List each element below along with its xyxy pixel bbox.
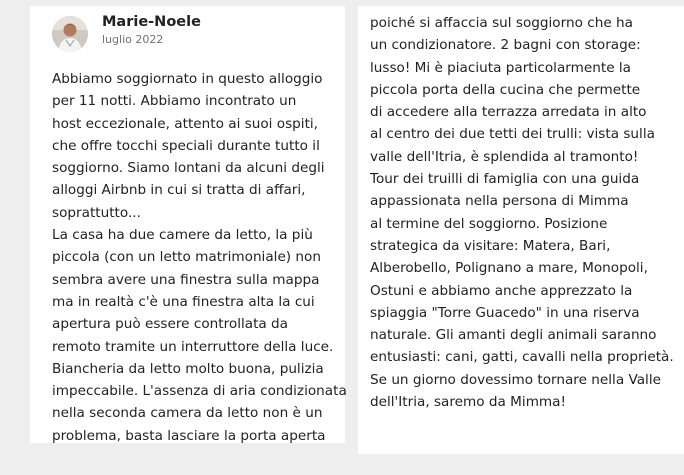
review-author <box>102 14 201 46</box>
review-card-left <box>30 6 345 443</box>
review-text-line: al centro dei due tetti dei trulli: vista sulla <box>370 126 655 143</box>
review-text-line: problema, basta lasciare la porta aperta <box>52 427 326 444</box>
review-text-line: dell'Itria, saremo da Mimma! <box>370 394 566 411</box>
review-text-line: che offre tocchi speciali durante tutto il <box>52 137 320 154</box>
review-text-line: naturale. Gli amanti degli animali saranno <box>370 327 657 344</box>
review-text-line: Alberobello, Polignano a mare, Monopoli, <box>370 260 648 277</box>
review-text-line: per 11 notti. Abbiamo incontrato un <box>52 93 297 110</box>
review-text-line: Se un giorno dovessimo tornare nella Valle <box>370 371 661 388</box>
review-text-right <box>370 12 684 413</box>
review-text-line: entusiasti: cani, gatti, cavalli nella proprietà. <box>370 349 674 366</box>
review-text-line: Ostuni e abbiamo anche apprezzato la <box>370 282 633 299</box>
review-text-line: host eccezionale, attento ai suoi ospiti, <box>52 115 319 132</box>
review-text-line: soprattutto... <box>52 204 141 221</box>
avatar-image <box>52 16 88 52</box>
review-text-line: ma in realtà c'è una finestra alta la cui <box>52 293 315 310</box>
review-text-line: Abbiamo soggiornato in questo alloggio <box>52 71 323 87</box>
review-card-right <box>358 6 684 454</box>
review-text-line: La casa ha due camere da letto, la più <box>52 227 313 244</box>
review-text-line: piccola porta della cucina che permette <box>370 81 641 98</box>
review-text-line: sembra avere una finestra sulla mappa <box>52 271 320 288</box>
review-text-line: un condizionatore. 2 bagni con storage: <box>370 37 641 54</box>
review-text-line: appassionata nella persona di Mimma <box>370 193 629 210</box>
review-text-line: poiché si affaccia sul soggiorno che ha <box>370 15 633 31</box>
review-text-line: impeccabile. L'assenza di aria condizionata <box>52 383 347 400</box>
review-text-line: soggiorno. Siamo lontani da alcuni degli <box>52 160 325 177</box>
review-text-line: alloggi Airbnb in cui si tratta di affari, <box>52 182 306 199</box>
review-text-line: Tour dei truilli di famiglia con una guida <box>370 171 640 188</box>
author-name[interactable]: Marie-Noele <box>102 14 201 30</box>
review-text-line: lusso! Mi è piaciuta particolarmente la <box>370 59 631 76</box>
review-text-line: piccola (con un letto matrimoniale) non <box>52 249 321 266</box>
review-text-line: nella seconda camera da letto non è un <box>52 405 323 422</box>
review-header <box>52 6 345 64</box>
review-text-line: di accedere alla terrazza arredata in alto <box>370 104 647 121</box>
review-text-line: remoto tramite un interruttore della luce. <box>52 338 334 355</box>
review-text-line: al termine del soggiorno. Posizione <box>370 215 608 232</box>
review-text-line: Biancheria da letto molto buona, pulizia <box>52 360 324 377</box>
review-text-line: valle dell'Itria, è splendida al tramonto! <box>370 148 639 165</box>
review-date: luglio 2022 <box>102 33 164 46</box>
review-text-line: strategica da visitare: Matera, Bari, <box>370 237 611 254</box>
user-photo-icon[interactable] <box>52 16 88 52</box>
review-text-line: apertura può essere controllata da <box>52 316 289 333</box>
review-text-line: spiaggia "Torre Guacedo" in una riserva <box>370 304 640 321</box>
review-text-left <box>52 68 345 447</box>
